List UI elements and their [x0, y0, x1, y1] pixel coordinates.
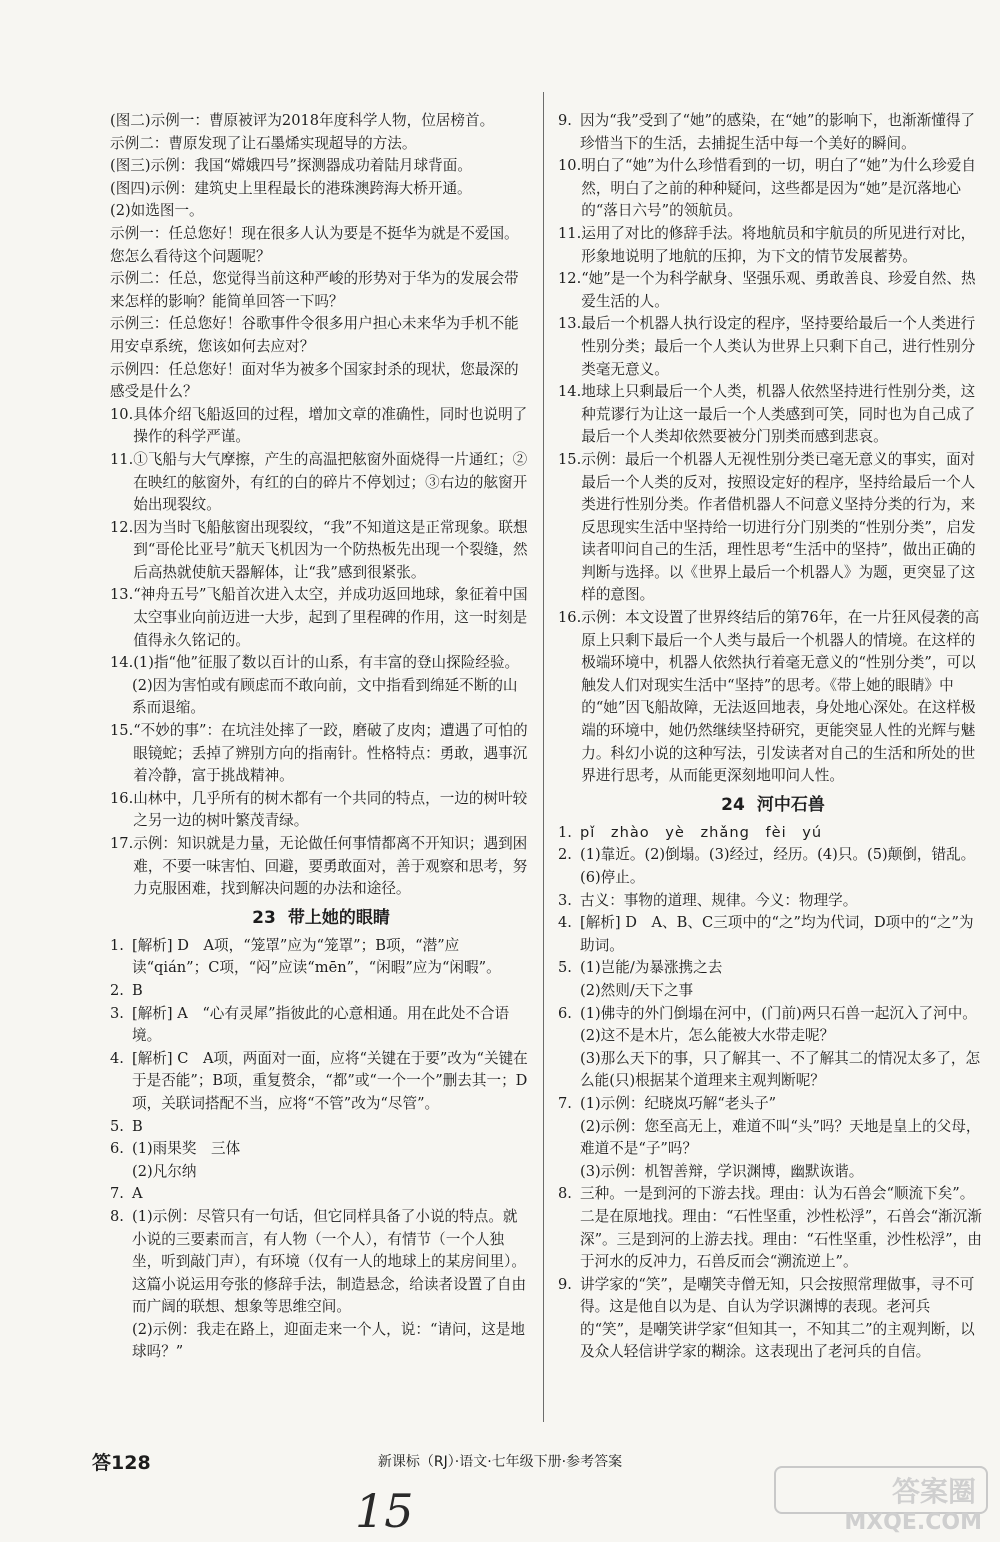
- answer-item: [558, 268, 988, 313]
- item-text: 古义：事物的道理、规律。今义：物理学。: [580, 891, 858, 909]
- item-number: 1.: [110, 936, 124, 954]
- answer-line: (图四)示例：建筑史上里程最长的港珠澳跨海大桥开通。: [110, 179, 472, 197]
- item-number: 11.: [110, 450, 134, 468]
- item-text: 因为当时飞船舷窗出现裂纹，“我”不知道这是正常现象。联想到“哥伦比亚号”航天飞机因为一个防热板先出现一个裂缝，然后高热就使航天器解体，让“我”感到很紧张。: [133, 518, 528, 581]
- answer-item: [558, 607, 988, 788]
- section-heading: [110, 903, 532, 933]
- item-number: 2.: [558, 846, 572, 864]
- answer-item: [558, 1274, 988, 1364]
- footer-title: 新课标（RJ）·语文·七年级下册·参考答案: [377, 1454, 623, 1470]
- item-text: (1)岂能/为暴涨携之去: [580, 959, 723, 977]
- item-number: 16.: [558, 609, 582, 627]
- answer-item: [110, 833, 532, 901]
- item-number: 8.: [110, 1207, 124, 1225]
- answer-line: 示例二：任总，您觉得当前这种严峻的形势对于华为的发展会带来怎样的影响？能简单回答一下吗？: [110, 270, 519, 310]
- answer-item: [558, 110, 988, 155]
- item-text: 示例：知识就是力量，无论做任何事情都离不开知识；遇到困难，不要一味害怕、回避，要勇敢面对，善于观察和思考，努力克服困难，找到解决问题的办法和途径。: [133, 835, 528, 898]
- item-subtext: (3)那么天下的事，只了解其一、不了解其二的情况太多了，怎么能(只)根据某个道理来主观判断呢？: [580, 1049, 981, 1090]
- item-number: 4.: [110, 1049, 124, 1067]
- answer-item: [110, 935, 532, 980]
- item-text: [解析] D A、B、C三项中的“之”均为代词，D项中的“之”为助词。: [580, 914, 974, 954]
- answer-item: [558, 313, 988, 381]
- item-text: B: [132, 981, 143, 999]
- item-number: 10.: [558, 157, 582, 175]
- answer-item: [110, 1138, 532, 1161]
- item-number: 11.: [558, 224, 582, 242]
- item-number: 5.: [110, 1117, 124, 1135]
- section-heading: [558, 790, 988, 820]
- watermark-url: MXQE.COM: [844, 1510, 982, 1535]
- item-text: ①飞船与大气摩擦，产生的高温把舷窗外面烧得一片通红；②在映红的舷窗外，有红的白的碎片不停划过；③右边的舷窗开始出现裂纹。: [133, 450, 528, 514]
- item-number: 9.: [558, 1275, 572, 1293]
- item-number: 13.: [110, 586, 134, 604]
- item-subtext: (2)示例：我走在路上，迎面走来一个人，说：“请问，这是地球吗？”: [132, 1320, 525, 1361]
- item-text: [解析] D A项，“笼罩”应为“笼罩”；B项，“潜”应读“qián”；C项，“闷”应读“mēn”，“闲暇”应为“闲暇”。: [132, 936, 501, 977]
- answer-item: [110, 980, 532, 1003]
- item-number: 5.: [558, 959, 572, 977]
- section-number: 24: [721, 794, 745, 815]
- watermark-logo: [778, 1466, 988, 1536]
- item-number: 6.: [558, 1004, 572, 1022]
- answer-item: [558, 1183, 988, 1273]
- item-subtext: (2)这不是木片，怎么能被大水带走呢？: [580, 1027, 835, 1045]
- item-number: 8.: [558, 1185, 572, 1203]
- answer-item: [110, 449, 532, 517]
- item-text: 明白了“她”为什么珍惜看到的一切，明白了“她”为什么珍爱自然，明白了之前的种种疑问，这些都是因为“她”是沉落地心的“落日六号”的领航员。: [581, 157, 976, 220]
- item-text: 最后一个机器人执行设定的程序，坚持要给最后一个人类进行性别分类；最后一个人类认为世界上只剩下自己，进行性别分类毫无意义。: [581, 315, 976, 378]
- item-number: 15.: [558, 450, 582, 468]
- item-number: 13.: [558, 315, 582, 333]
- item-subtext: (3)示例：机智善辩，学识渊博，幽默诙谐。: [580, 1162, 864, 1180]
- item-number: 2.: [110, 981, 124, 999]
- answer-line: 示例二：曹原发现了让石墨烯实现超导的方法。: [110, 134, 417, 152]
- answer-item: [558, 844, 988, 889]
- item-number: 9.: [558, 112, 572, 129]
- item-text: (1)佛寺的外门倒塌在河中，(门前)两只石兽一起沉入了河中。: [580, 1004, 977, 1022]
- answer-line: 示例一：任总您好！现在很多人认为要是不挺华为就是不爱国。您怎么看待这个问题呢？: [110, 224, 519, 265]
- item-number: 3.: [558, 891, 572, 909]
- section-title: 河中石兽: [756, 794, 825, 815]
- item-subtext: (2)凡尔纳: [132, 1162, 197, 1180]
- answer-item: [110, 517, 532, 585]
- answer-item: [558, 957, 988, 980]
- item-number: 12.: [558, 270, 582, 288]
- item-text: 运用了对比的修辞手法。将地航员和宇航员的所见进行对比，形象地说明了地航的压抑，为下文的情节发展蓄势。: [581, 224, 976, 265]
- answer-item: [110, 1003, 532, 1048]
- answer-item: [110, 788, 532, 833]
- item-text: 具体介绍飞船返回的过程，增加文章的准确性，同时也说明了操作的科学严谨。: [133, 405, 528, 446]
- item-text: (1)示例：尽管只有一句话，但它同样具备了小说的特点。就小说的三要素而言，有人物（一个人），有情节（一个人独坐，听到敲门声），有环境（仅有一人的地球上的某房间里）。这篇小说运用夸张的修辞手法，制造悬念，给读者设置了自由而广阔的联想、想象等思维空间。: [132, 1207, 527, 1316]
- right-column: [558, 110, 988, 1364]
- watermark-text: 答案圈: [891, 1475, 976, 1508]
- answer-item: [110, 1183, 532, 1206]
- answer-item: [558, 890, 988, 913]
- item-text: (1)示例：纪晓岚巧解“老头子”: [580, 1094, 777, 1112]
- item-text: 地球上只剩最后一个人类，机器人依然坚持进行性别分类，这种荒谬行为让这一最后一个人类感到可笑，同时也为自己成了最后一个人类却依然要被分门别类而感到悲哀。: [581, 383, 976, 446]
- answer-item: [558, 155, 988, 223]
- item-text: “不妙的事”：在坑洼处摔了一跤，磨破了皮肉；遭遇了可怕的眼镜蛇；丢掉了辨别方向的指南针。性格特点：勇敢，遇事沉着冷静，富于挑战精神。: [133, 722, 528, 785]
- item-text: “神舟五号”飞船首次进入太空，并成功返回地球，象征着中国太空事业向前迈进一大步，起到了里程碑的作用，这一时刻是值得永久铭记的。: [133, 586, 528, 649]
- answer-item: [110, 720, 532, 788]
- answer-item: [110, 1048, 532, 1116]
- answer-item: [110, 1116, 532, 1139]
- answer-line: (图三)示例：我国“嫦娥四号”探测器成功着陆月球背面。: [110, 157, 472, 175]
- item-number: 17.: [110, 835, 134, 852]
- answer-item: [110, 404, 532, 449]
- answer-item: [558, 912, 988, 957]
- item-text: 三种。一是到河的下游去找。理由：认为石兽会“顺流下矣”。二是在原地找。理由：“石性坚重，沙性松浮”，石兽会“渐沉渐深”。三是到河的上游去找。理由：“石性坚重，沙性松浮”，由于河水的反冲力，石兽反而会“溯流逆上”。: [580, 1185, 982, 1271]
- answer-item: [558, 822, 988, 845]
- item-number: 1.: [558, 823, 572, 841]
- item-text: [解析] C A项，两面对一面，应将“关键在于要”改为“关键在于是否能”；B项，重复赘余，“都”或“一个一个”删去其一；D项，关联词搭配不当，应将“不管”改为“尽管”。: [132, 1049, 528, 1112]
- answer-item: [558, 223, 988, 268]
- item-subtext: (2)然则/天下之事: [580, 981, 694, 999]
- item-number: 3.: [110, 1004, 124, 1022]
- answer-line: (2)如选图一。: [110, 202, 204, 220]
- item-number: 10.: [110, 405, 134, 423]
- answer-item: [110, 1206, 532, 1319]
- item-text: “她”是一个为科学献身、坚强乐观、勇敢善良、珍爱自然、热爱生活的人。: [581, 270, 976, 310]
- item-number: 7.: [558, 1094, 572, 1112]
- item-text: (1)靠近。(2)倒塌。(3)经过，经历。(4)只。(5)颠倒，错乱。(6)停止。: [580, 846, 976, 886]
- item-text: 山林中，几乎所有的树木都有一个共同的特点，一边的树叶较之另一边的树叶繁茂青绿。: [133, 789, 528, 830]
- item-subtext: (2)因为害怕或有顾虑而不敢向前，文中指看到绵延不断的山系而退缩。: [132, 676, 518, 717]
- left-column: [110, 110, 532, 1364]
- answer-line: 示例四：任总您好！面对华为被多个国家封杀的现状，您最深的感受是什么？: [110, 360, 519, 401]
- item-number: 14.: [558, 383, 582, 401]
- item-text: 讲学家的“笑”，是嘲笑寺僧无知，只会按照常理做事，寻不可得。这是他自以为是、自认为学识渊博的表现。老河兵的“笑”，是嘲笑讲学家“但知其一，不知其二”的主观判断，以及众人轻信讲学家的糊涂。这表现出了老河兵的自信。: [580, 1275, 975, 1361]
- answer-line: 示例三：任总您好！谷歌事件令很多用户担心未来华为手机不能用安卓系统，您该如何去应对？: [110, 315, 519, 355]
- item-text: 示例：最后一个机器人无视性别分类已毫无意义的事实，面对最后一个人类的反对，按照设定好的程序，坚持给最后一个人类进行性别分类。作者借机器人不问意义坚持分类的行为，来反思现实生活中坚持给一切进行分门别类的“性别分类”，启发读者叩问自己的生活，理性思考“生活中的坚持”，做出正确的判断与选择。以《世界上最后一个机器人》为题，更突显了这样的意图。: [581, 450, 976, 604]
- item-text: B: [132, 1117, 143, 1135]
- item-number: 6.: [110, 1140, 124, 1158]
- item-number: 14.: [110, 654, 134, 672]
- item-number: 15.: [110, 722, 134, 740]
- answer-item: [110, 652, 532, 675]
- item-number: 12.: [110, 518, 134, 536]
- column-divider: [543, 92, 544, 1422]
- item-text: pǐ zhào yè zhǎng fèi yú: [580, 823, 823, 841]
- answer-item: [558, 381, 988, 449]
- answer-item: [558, 1093, 988, 1116]
- section-number: 23: [252, 907, 276, 928]
- item-text: 示例：本文设置了世界终结后的第76年，在一片狂风侵袭的高原上只剩下最后一个人类与最后一个机器人的情境。在这样的极端环境中，机器人依然执行着毫无意义的“性别分类”，可以触发人们对现实生活中“坚持”的思考。《带上她的眼睛》中的“她”因飞船故障，无法返回地表，身处地心深处。在这样极端的环境中，她仍然继续坚持研究，更能突显人性的光辉与魅力。科幻小说的这种写法，引发读者对自己的生活和所处的世界进行思考，从而能更深刻地叩问人性。: [581, 609, 980, 785]
- item-text: A: [132, 1185, 143, 1203]
- section-title: 带上她的眼睛: [287, 907, 390, 928]
- answer-item: [558, 1003, 988, 1026]
- item-number: 16.: [110, 789, 134, 807]
- handwritten-number: 15: [355, 1484, 414, 1538]
- item-text: 因为“我”受到了“她”的感染，在“她”的影响下，也渐渐懂得了珍惜当下的生活，去捕捉生活中每一个美好的瞬间。: [580, 112, 976, 152]
- page-number: 答128: [92, 1452, 151, 1474]
- item-text: (1)指“他”征服了数以百计的山系，有丰富的登山探险经验。: [133, 654, 520, 672]
- item-number: 4.: [558, 914, 572, 932]
- item-text: (1)雨果奖 三体: [132, 1140, 241, 1158]
- answer-item: [110, 584, 532, 652]
- item-text: [解析] A “心有灵犀”指彼此的心意相通。用在此处不合语境。: [132, 1004, 510, 1045]
- item-number: 7.: [110, 1185, 124, 1203]
- item-subtext: (2)示例：您至高无上，难道不叫“头”吗？天地是皇上的父母，难道不是“子”吗？: [580, 1117, 981, 1158]
- answer-item: [558, 449, 988, 607]
- answer-line: (图二)示例一：曹原被评为2018年度科学人物，位居榜首。: [110, 112, 495, 129]
